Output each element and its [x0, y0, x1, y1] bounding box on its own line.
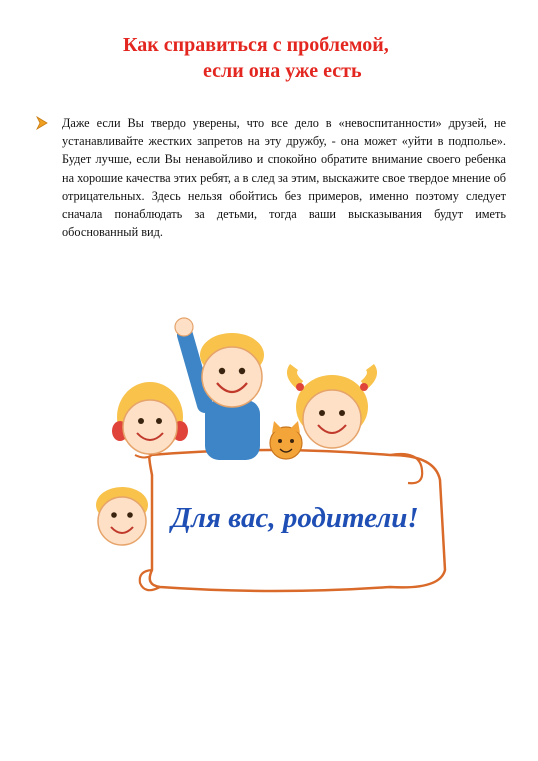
arrow-bullet-icon	[36, 116, 48, 130]
banner-text: Для вас, родители!	[171, 502, 419, 534]
girl-left	[112, 382, 188, 458]
children-banner-illustration	[90, 305, 460, 605]
boy-center	[175, 318, 264, 460]
cat-figure	[270, 421, 302, 459]
title-line-1: Как справиться с проблемой,	[123, 34, 389, 56]
body-paragraph: Даже если Вы твердо уверены, что все дело в «невоспитанности» друзей, не устанавливайте жестких запретов на эту дружбу, - она может «уйти в подполье». Будет лучше, если Вы ненавойливо и спокойно обратите внимание своего ребенка на хорошие качества этих ребят, а в след за этим, выскажите свое твердое мнение об отрицательных. Здесь нельзя обойтись без примеров, именно поэтому следует сначала понаблюдать за детьми, тогда ваши высказывания будут иметь обоснованный вид.	[62, 116, 506, 240]
title-line-2: если она уже есть	[203, 60, 362, 82]
girl-right	[292, 367, 372, 448]
boy-left-bottom	[96, 487, 148, 545]
